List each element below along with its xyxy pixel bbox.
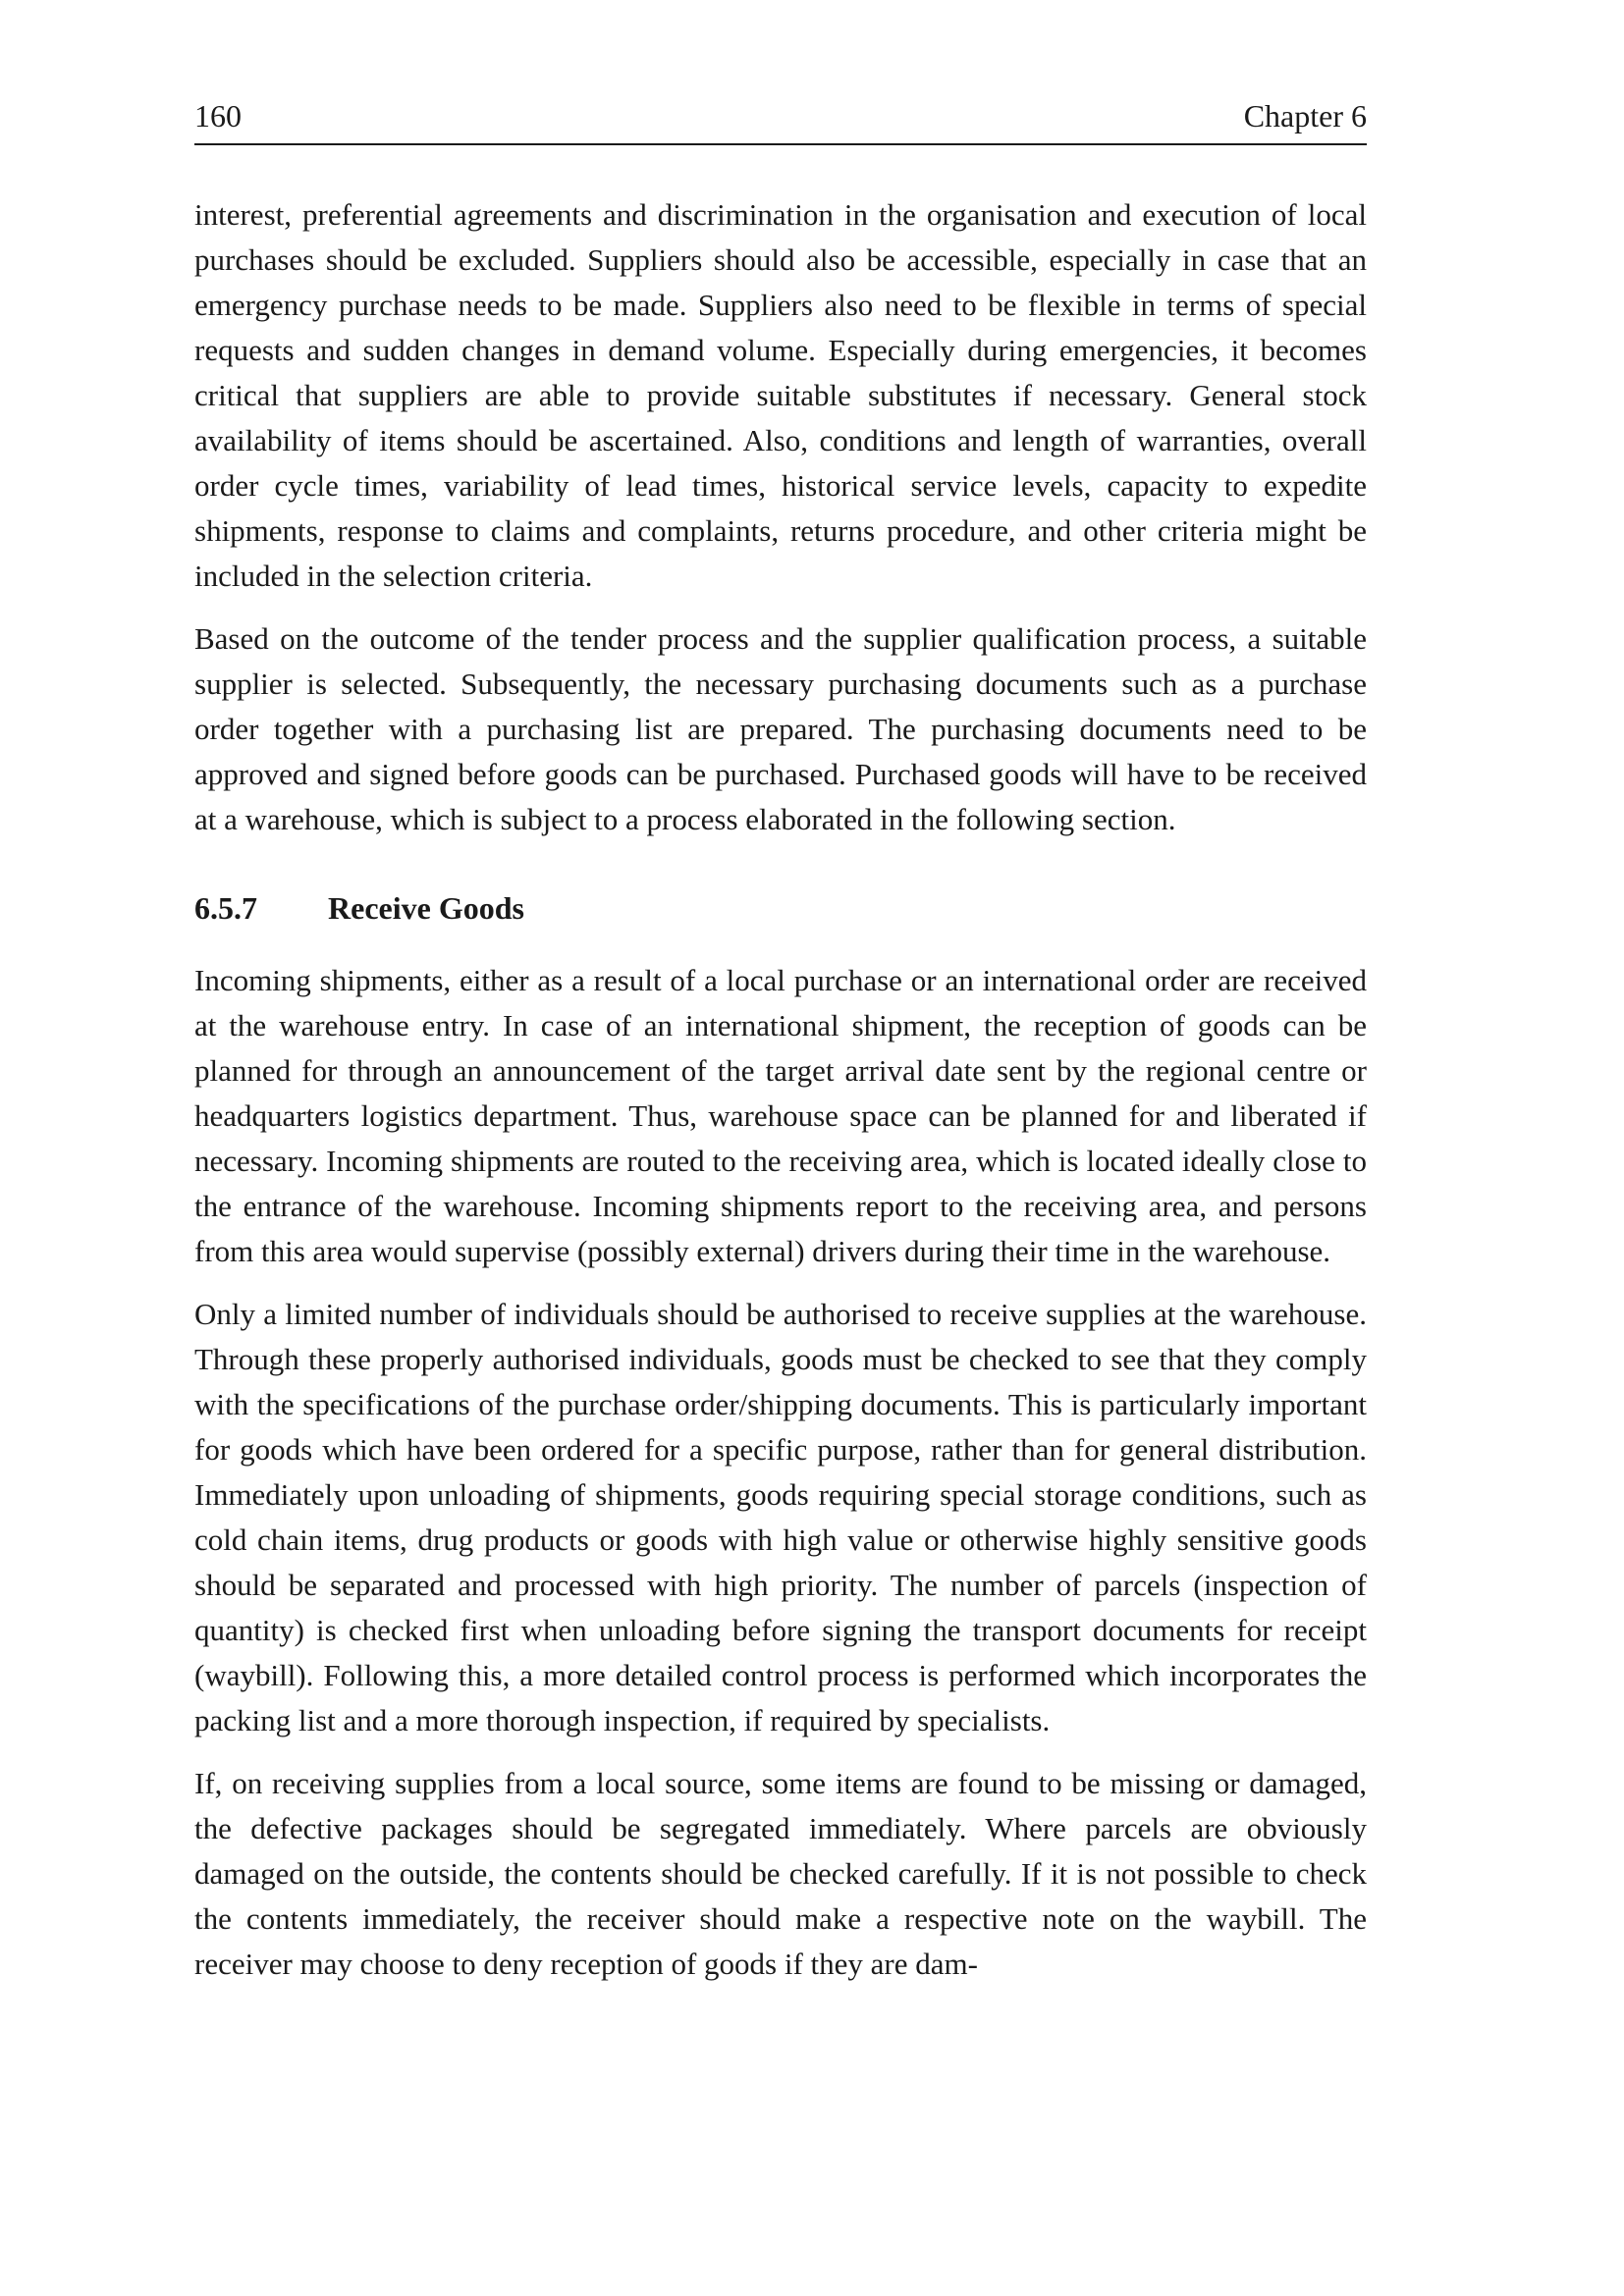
section-number: 6.5.7: [194, 890, 257, 926]
page-number: 160: [194, 98, 242, 133]
section-title: Receive Goods: [328, 890, 524, 926]
paragraph-supplier-selection: Based on the outcome of the tender process and the supplier qualification process, a suitable supplier is selected. Subsequently, the necessary purchasing documents such as a purchase order together with a purchasing list are prepared. The purchasing documents need to be approved and signed before goods can be purchased. Purchased goods will have to be received at a warehouse, which is subject to a process elaborated in the following section.: [194, 621, 1367, 836]
section-heading: [194, 885, 1367, 931]
paragraph-incoming-shipments: Incoming shipments, either as a result of a local purchase or an international order are received at the warehouse entry. In case of an international shipment, the reception of goods can be planned for through an announcement of the target arrival date sent by the regional centre or headquarters logistics department. Thus, warehouse space can be planned for and liberated if necessary. Incoming shipments are routed to the receiving area, which is located ideally close to the entrance of the warehouse. Incoming shipments report to the receiving area, and persons from this area would supervise (possibly external) drivers during their time in the warehouse.: [194, 963, 1367, 1268]
book-page: [194, 94, 1367, 2004]
body-text: [194, 192, 1367, 1987]
chapter-label: Chapter 6: [1243, 98, 1367, 133]
paragraph-authorised-individuals: Only a limited number of individuals should be authorised to receive supplies at the warehouse. Through these properly authorised individuals, goods must be checked to see that they comply with the specifications of the purchase order/shipping documents. This is particularly important for goods which have been ordered for a specific purpose, rather than for general distribution. Immediately upon unloading of shipments, goods requiring special storage conditions, such as cold chain items, drug products or goods with high value or otherwise highly sensitive goods should be separated and processed with high priority. The number of parcels (inspection of quantity) is checked first when unloading before signing the transport documents for receipt (waybill). Following this, a more detailed control process is performed which incorporates the packing list and a more thorough inspection, if required by specialists.: [194, 1297, 1367, 1737]
paragraph-supplier-criteria: interest, preferential agreements and discrimination in the organisation and execution of local purchases should be excluded. Suppliers should also be accessible, especially in case that an emergency purchase needs to be made. Suppliers also need to be flexible in terms of special requests and sudden changes in demand volume. Especially during emergencies, it becomes critical that suppliers are able to provide suitable substitutes if necessary. General stock availability of items should be ascertained. Also, conditions and length of warranties, overall order cycle times, variability of lead times, historical service levels, capacity to expedite shipments, response to claims and complaints, returns procedure, and other criteria might be included in the selection criteria.: [194, 197, 1367, 593]
paragraph-damaged-goods: If, on receiving supplies from a local source, some items are found to be missing or damaged, the defective packages should be segregated immediately. Where parcels are obviously damaged on the outside, the contents should be checked carefully. If it is not possible to check the contents immediately, the receiver should make a respective note on the waybill. The receiver may choose to deny reception of goods if they are dam-: [194, 1766, 1367, 1981]
running-head: [194, 94, 1367, 145]
